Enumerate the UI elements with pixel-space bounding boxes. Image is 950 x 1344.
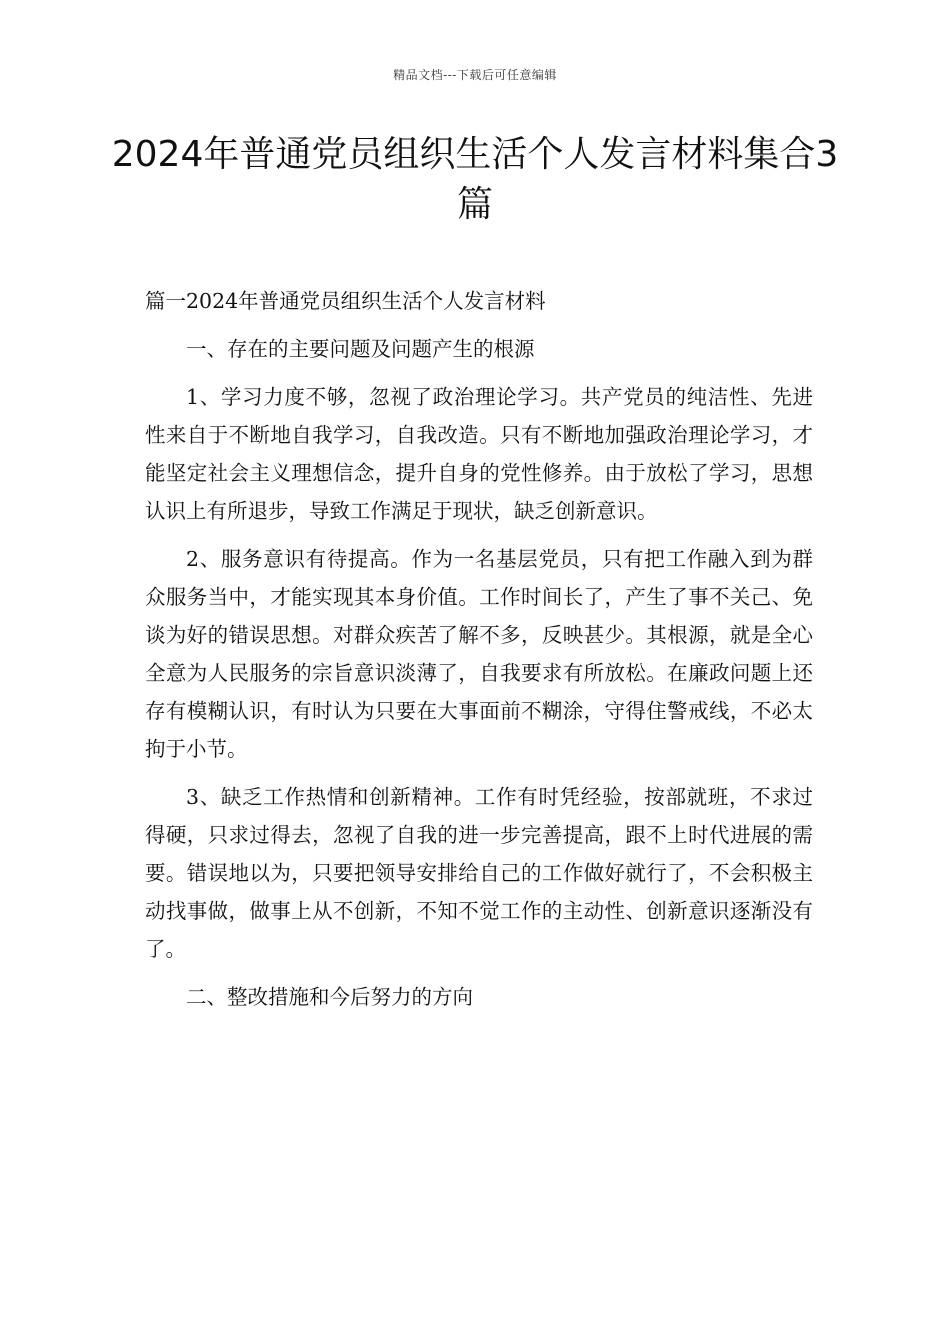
subsection-heading: 一、存在的主要问题及问题产生的根源 <box>186 337 535 361</box>
subsection-heading: 二、整改措施和今后努力的方向 <box>186 985 473 1009</box>
header-note: 精品文档---下载后可任意编辑 <box>393 68 557 82</box>
paragraph: 2、服务意识有待提高。作为一名基层党员，只有把工作融入到为群众服务当中，才能实现其本身价值。工作时间长了，产生了事不关己、免谈为好的错误思想。对群众疾苦了解不多，反映甚少。其根源，就是全心全意为人民服务的宗旨意识淡薄了，自我要求有所放松。在廉政问题上还存有模糊认识，有时认为只要在大事面前不糊涂，守得住警戒线，不必太拘于小节。 <box>145 547 813 761</box>
paragraph: 3、缺乏工作热情和创新精神。工作有时凭经验，按部就班，不求过得硬，只求过得去，忽视了自我的进一步完善提高，跟不上时代进展的需要。错误地以为，只要把领导安排给自己的工作做好就行了，不会积极主动找事做，做事上从不创新，不知不觉工作的主动性、创新意识逐渐没有了。 <box>145 785 813 961</box>
paragraph: 1、学习力度不够，忽视了政治理论学习。共产党员的纯洁性、先进性来自于不断地自我学习，自我改造。只有不断地加强政治理论学习，才能坚定社会主义理想信念，提升自身的党性修养。由于放松了学习，思想认识上有所退步，导致工作满足于现状，缺乏创新意识。 <box>145 385 813 523</box>
section-heading: 篇一2024年普通党员组织生活个人发言材料 <box>145 289 546 313</box>
document-body <box>145 282 813 1026</box>
document-title: 2024年普通党员组织生活个人发言材料集合3篇 <box>111 134 839 225</box>
